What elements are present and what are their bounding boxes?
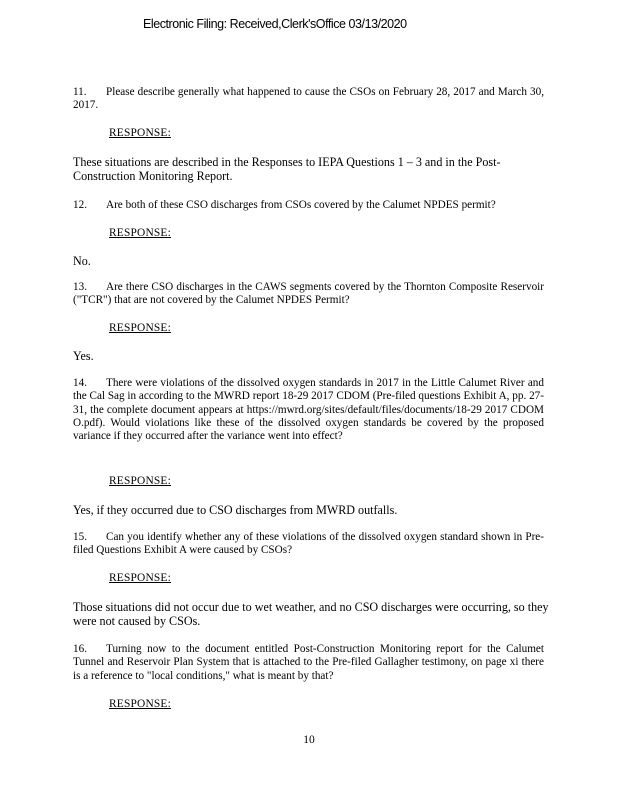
response-label: RESPONSE: [109, 475, 171, 487]
question-number: 16. [73, 643, 87, 655]
question-number: 12. [73, 199, 87, 211]
response-label: RESPONSE: [109, 572, 171, 584]
answer-13: Yes. [73, 349, 94, 363]
filing-stamp: Electronic Filing: Received,Clerk'sOffice 03/13/2020 [143, 17, 407, 31]
question-text: Can you identify whether any of these violations of the dissolved oxygen standard shown in Pre-filed Questions Exhibit A were caused by CSOs? [73, 531, 544, 557]
question-text: There were violations of the dissolved oxygen standards in 2017 in the Little Calumet River and the Cal Sag in according to the MWRD report 18-29 2017 CDOM (Pre-filed questions Exhibit A, pp. 27-31, the complete document appears at https://mwrd.org/sites/default/files/documents/18-29 2017 CDOM O.pdf). Would violations like these of the dissolved oxygen standards be covered by the proposed variance if they occurred after the variance went into effect? [73, 377, 544, 443]
question-16 [73, 643, 544, 683]
question-13 [73, 281, 544, 308]
question-14 [73, 377, 544, 443]
response-label: RESPONSE: [109, 227, 171, 239]
question-number: 11. [73, 86, 87, 98]
question-text: Turning now to the document entitled Post-Construction Monitoring report for the Calumet Tunnel and Reservoir Plan System that is attached to the Pre-filed Gallagher testimony, on page xi there is a reference to "local conditions," what is meant by that? [73, 643, 544, 682]
response-label: RESPONSE: [109, 322, 171, 334]
response-label: RESPONSE: [109, 127, 171, 139]
question-12 [73, 199, 544, 212]
question-11 [73, 86, 544, 113]
page-number: 10 [303, 734, 315, 746]
question-text: Please describe generally what happened to cause the CSOs on February 28, 2017 and March 30, 2017. [73, 86, 544, 112]
question-15 [73, 531, 544, 558]
question-text: Are both of these CSO discharges from CSOs covered by the Calumet NPDES permit? [106, 199, 496, 211]
answer-12: No. [73, 254, 91, 268]
question-number: 15. [73, 531, 87, 543]
question-number: 13. [73, 281, 87, 293]
answer-15: Those situations did not occur due to wet weather, and no CSO discharges were occurring, so they were not caused by CSOs. [73, 600, 549, 629]
question-text: Are there CSO discharges in the CAWS segments covered by the Thornton Composite Reservoir ("TCR") that are not covered by the Calumet NPDES Permit? [73, 281, 544, 307]
answer-11: These situations are described in the Responses to IEPA Questions 1 – 3 and in the Post-Construction Monitoring Report. [73, 155, 501, 184]
answer-14: Yes, if they occurred due to CSO discharges from MWRD outfalls. [73, 503, 398, 517]
question-number: 14. [73, 377, 87, 389]
response-label: RESPONSE: [109, 698, 171, 710]
